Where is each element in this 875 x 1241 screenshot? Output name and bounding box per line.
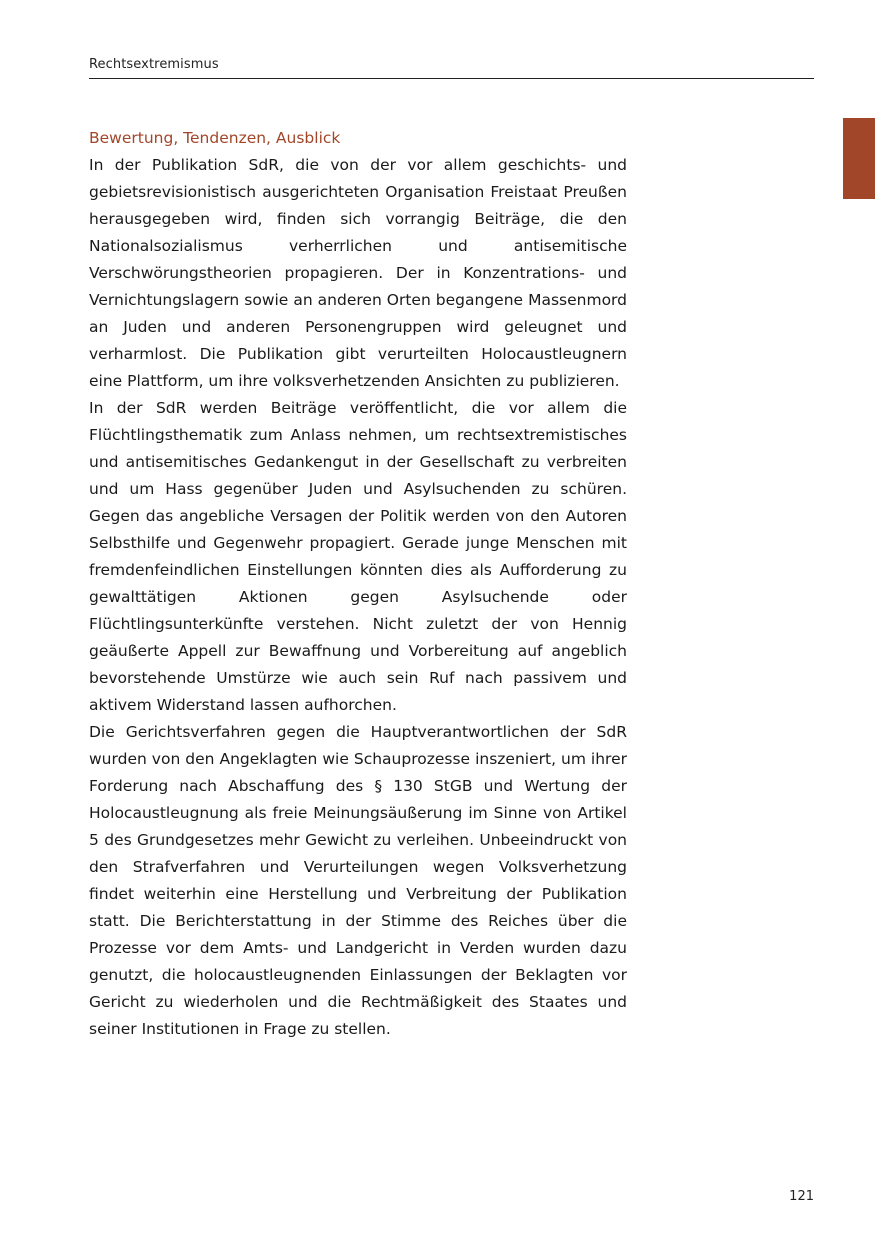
paragraph-3: Die Gerichtsverfahren gegen die Hauptverantwortlichen der SdR wurden von den Angeklagten wie Schauprozesse inszeniert, um ihrer Forderung nach Abschaffung des § 130 StGB und Wertung der Holocaustleugnung als freie Meinungsäußerung im Sinne von Artikel 5 des Grundgesetzes mehr Gewicht zu verleihen. Unbeeindruckt von den Strafverfahren und Verurteilungen wegen Volksverhetzung findet weiterhin eine Herstellung und Verbreitung der Publikation statt. Die Berichterstattung in der Stimme des Reiches über die Prozesse vor dem Amts- und Landgericht in Verden wurden dazu genutzt, die holocaustleugnenden Einlassungen der Beklagten vor Gericht zu wiederholen und die Rechtmäßigkeit des Staates und seiner Institutionen in Frage zu stellen. — [89, 723, 627, 1038]
paragraph-1: In der Publikation SdR, die von der vor allem geschichts- und gebietsrevisionistisch ausgerichteten Organisation Freistaat Preußen herausgegeben wird, finden sich vorrangig Beiträge, die den Nationalsozialismus verherrlichen und antisemitische Verschwörungstheorien propagieren. Der in Konzentrations- und Vernichtungslagern sowie an anderen Orten begangene Massenmord an Juden und anderen Personengruppen wird geleugnet und verharmlost. Die Publikation gibt verurteilten Holocaustleugnern eine Plattform, um ihre volksverhetzenden Ansichten zu publizieren. — [89, 156, 627, 390]
main-content — [89, 125, 627, 1043]
header-rule — [89, 78, 814, 79]
running-header: Rechtsextremismus — [89, 57, 219, 72]
page-number: 121 — [789, 1189, 814, 1204]
chapter-thumb-tab — [843, 118, 875, 199]
section-heading: Bewertung, Tendenzen, Ausblick — [89, 129, 341, 147]
paragraph-2: In der SdR werden Beiträge veröffentlicht, die vor allem die Flüchtlingsthematik zum Anlass nehmen, um rechtsextremistisches und antisemitisches Gedankengut in der Gesellschaft zu verbreiten und um Hass gegenüber Juden und Asylsuchenden zu schüren. Gegen das angebliche Versagen der Politik werden von den Autoren Selbsthilfe und Gegenwehr propagiert. Gerade junge Menschen mit fremdenfeindlichen Einstellungen könnten dies als Aufforderung zu gewalttätigen Aktionen gegen Asylsuchende oder Flüchtlingsunterkünfte verstehen. Nicht zuletzt der von Hennig geäußerte Appell zur Bewaffnung und Vorbereitung auf angeblich bevorstehende Umstürze wie auch sein Ruf nach passivem und aktivem Widerstand lassen aufhorchen. — [89, 399, 627, 714]
